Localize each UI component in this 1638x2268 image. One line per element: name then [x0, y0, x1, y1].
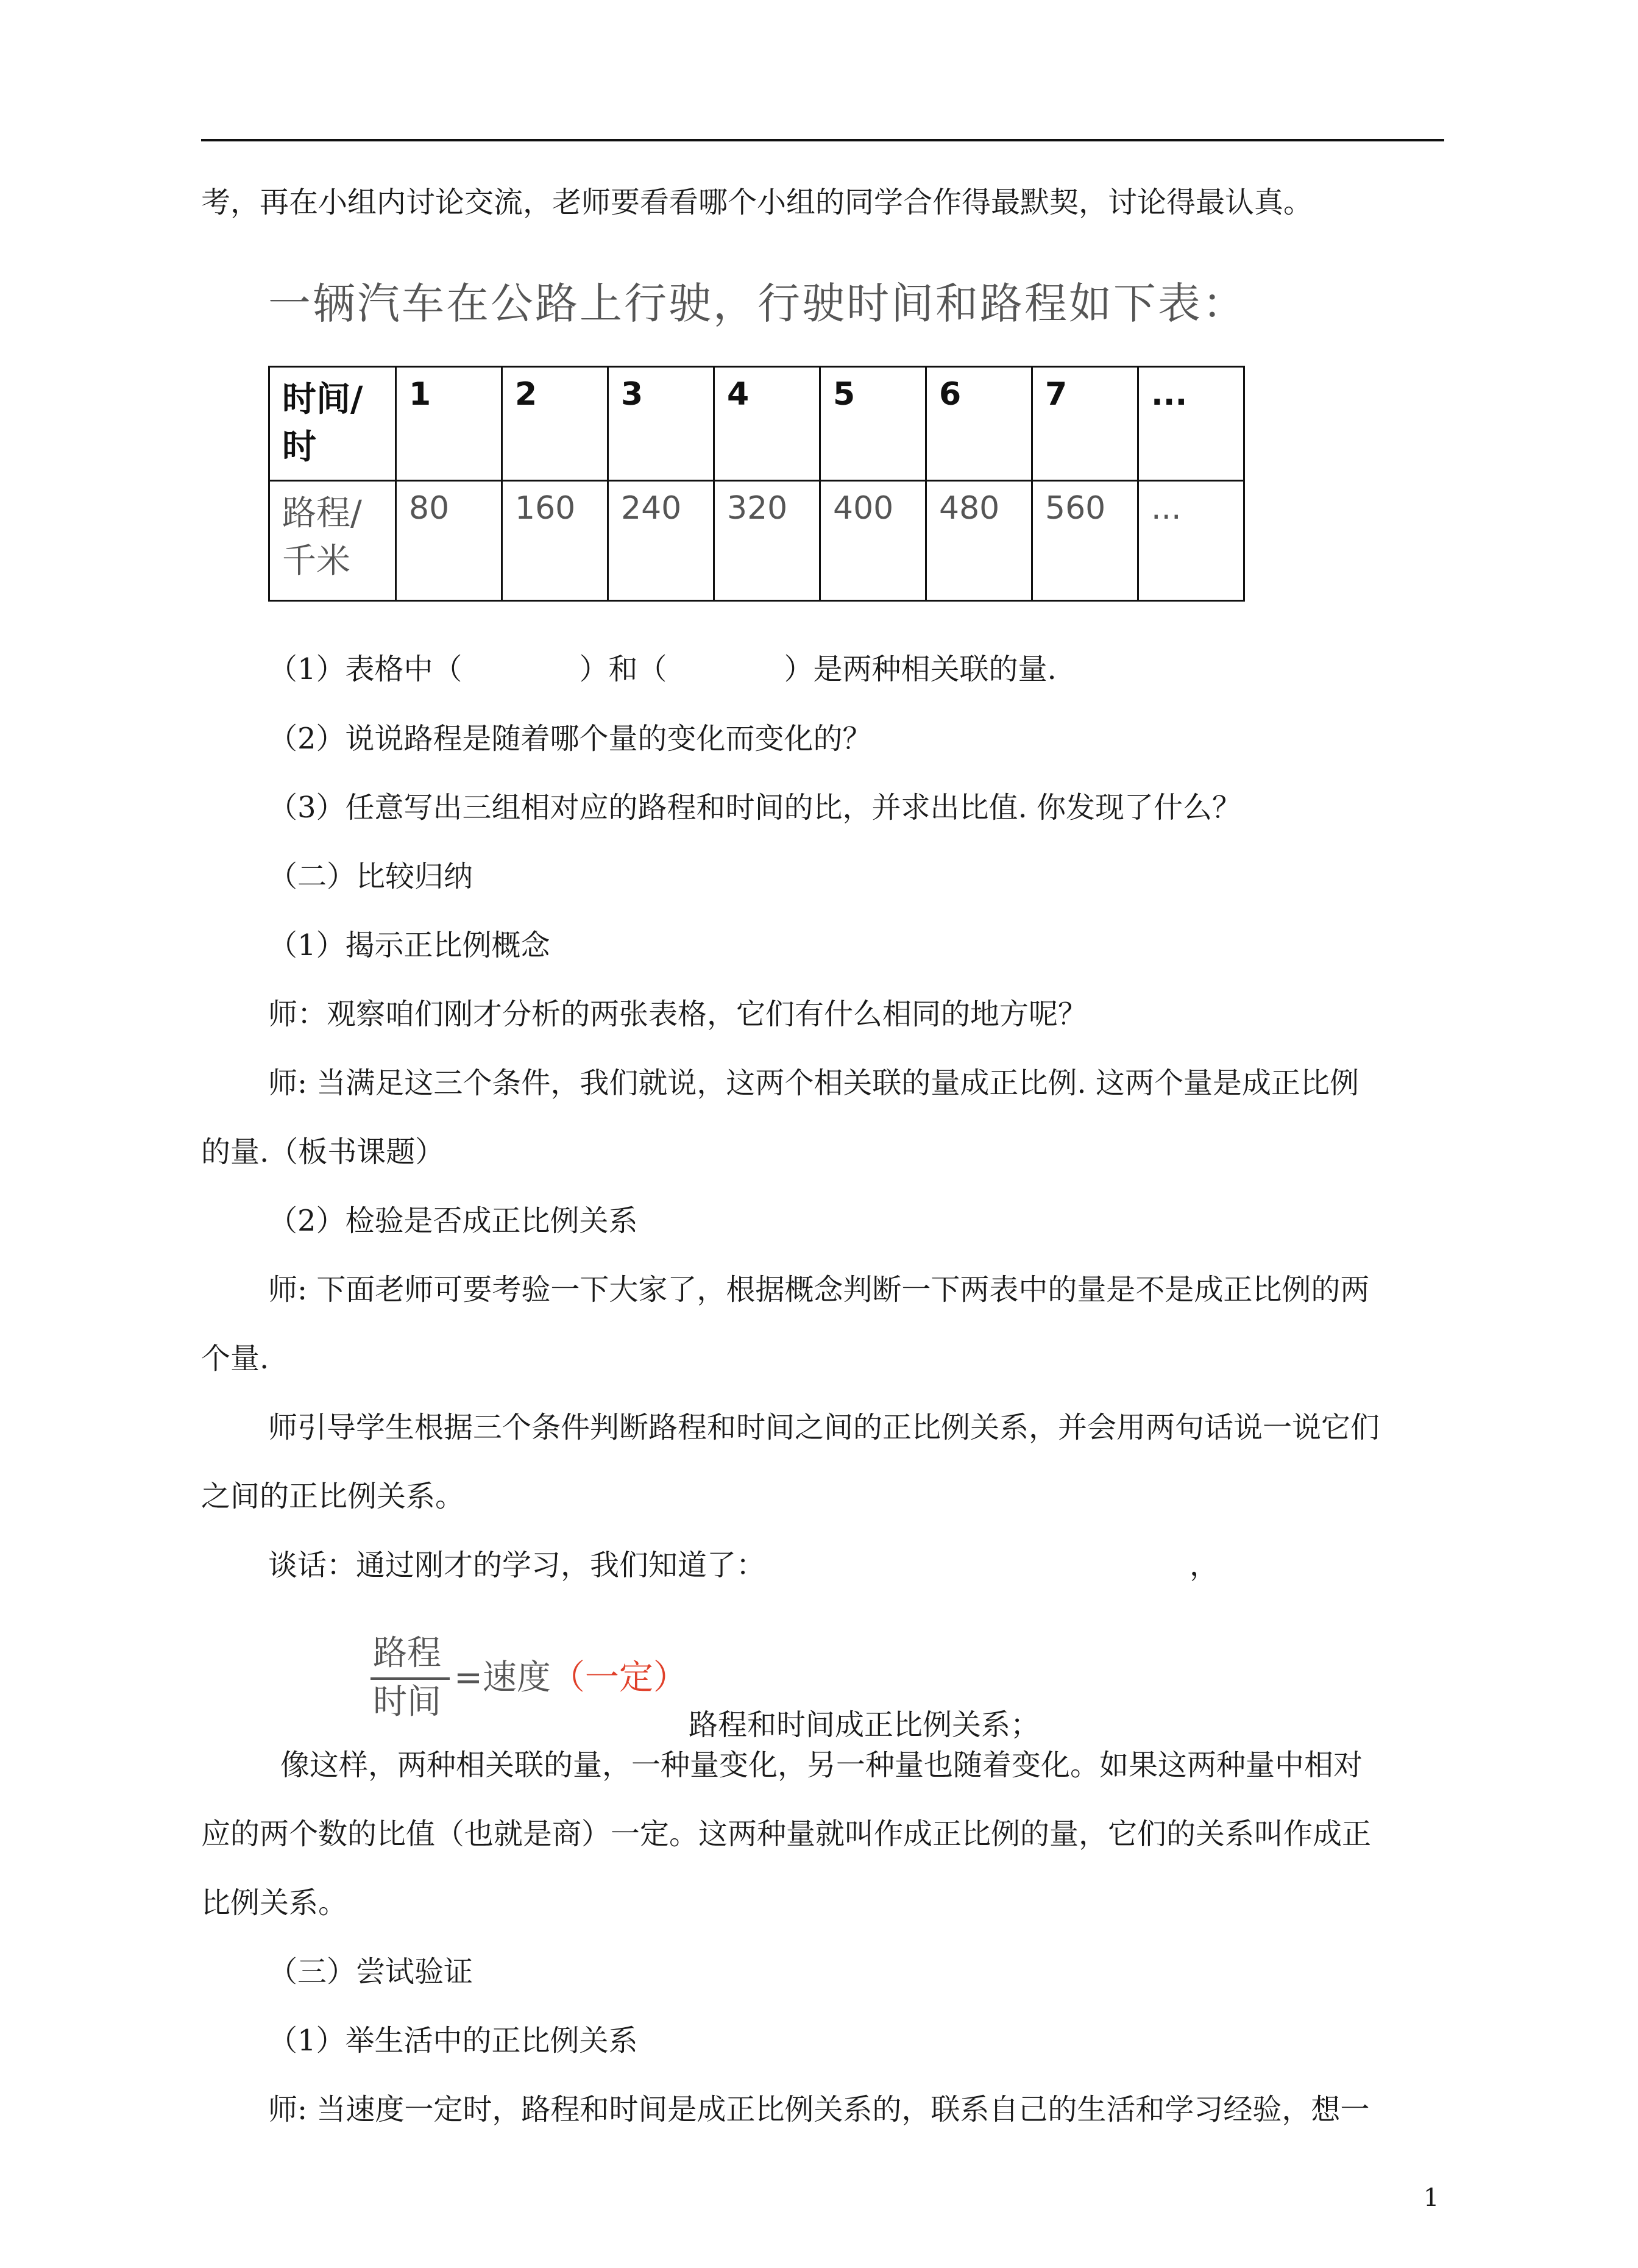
- paragraph-line: 应的两个数的比值（也就是商）一定。这两种量就叫作成正比例的量，它们的关系叫作成正: [201, 1817, 1372, 1851]
- formula-conclusion: 路程和时间成正比例关系；: [689, 1708, 1040, 1742]
- paragraph-line: 师：观察咱们刚才分析的两张表格，它们有什么相同的地方呢？: [268, 997, 1088, 1031]
- paragraph-line: 比例关系。: [201, 1886, 348, 1920]
- header-rule: [201, 139, 1444, 141]
- time-label-line2: 时: [282, 427, 316, 467]
- distance-cell: 320: [714, 481, 820, 601]
- time-cell: 3: [608, 367, 714, 481]
- paragraph-line: 个量.: [201, 1342, 269, 1376]
- distance-label-line1: 路程/: [282, 494, 362, 533]
- time-cell: 4: [714, 367, 820, 481]
- distance-cell: 480: [926, 481, 1032, 601]
- page-number: 1: [1424, 2184, 1439, 2212]
- paragraph-line: 师: 当速度一定时，路程和时间是成正比例关系的，联系自己的生活和学习经验，想一: [268, 2092, 1370, 2127]
- distance-cell: 160: [502, 481, 608, 601]
- time-cell: 2: [502, 367, 608, 481]
- paragraph-line: 的量.（板书课题）: [201, 1135, 445, 1169]
- paragraph-line: 像这样，两种相关联的量，一种量变化，另一种量也随着变化。如果这两种量中相对: [280, 1748, 1363, 1782]
- question-1: （1）表格中（ ）和（ ）是两种相关联的量.: [268, 652, 1057, 686]
- distance-row: [269, 481, 1244, 601]
- distance-cell: 560: [1032, 481, 1138, 601]
- distance-cell: 240: [608, 481, 714, 601]
- subsection-heading: （1）举生活中的正比例关系: [268, 2024, 638, 2058]
- time-label-line1: 时间/: [282, 380, 363, 419]
- formula-condition: （一定）: [550, 1658, 687, 1697]
- paragraph-line: 师引导学生根据三个条件判断路程和时间之间的正比例关系，并会用两句话说一说它们: [268, 1410, 1380, 1445]
- time-distance-table: [268, 366, 1245, 602]
- question-2: （2）说说路程是随着哪个量的变化而变化的？: [268, 722, 872, 756]
- time-cell: 6: [926, 367, 1032, 481]
- section-heading: （二）比较归纳: [268, 859, 473, 894]
- paragraph-line: 之间的正比例关系。: [201, 1479, 465, 1513]
- subsection-heading: （1）揭示正比例概念: [268, 928, 550, 962]
- fraction-bar: [370, 1677, 450, 1680]
- distance-label-line2: 千米: [282, 541, 350, 581]
- speed-formula: [360, 1633, 689, 1725]
- distance-cell: 80: [396, 481, 502, 601]
- formula-denominator: 时间: [373, 1682, 441, 1722]
- problem-heading: 一辆汽车在公路上行驶，行驶时间和路程如下表：: [268, 279, 1247, 329]
- paragraph-line: 谈话：通过刚才的学习，我们知道了： ，: [268, 1548, 1219, 1582]
- paragraph-line: 师: 下面老师可要考验一下大家了，根据概念判断一下两表中的量是不是成正比例的两: [268, 1273, 1370, 1307]
- question-3: （3）任意写出三组相对应的路程和时间的比，并求出比值. 你发现了什么？: [268, 791, 1242, 825]
- time-cell: 5: [820, 367, 926, 481]
- paragraph-line: 考，再在小组内讨论交流，老师要看看哪个小组的同学合作得最默契，讨论得最认真。: [201, 185, 1313, 219]
- formula-numerator: 路程: [373, 1633, 441, 1673]
- paragraph-line: 师: 当满足这三个条件，我们就说，这两个相关联的量成正比例. 这两个量是成正比例: [268, 1066, 1359, 1100]
- distance-cell: ...: [1138, 481, 1244, 601]
- distance-cell: 400: [820, 481, 926, 601]
- time-cell: 1: [396, 367, 502, 481]
- formula-equals-speed: =速度: [454, 1658, 551, 1697]
- time-cell: 7: [1032, 367, 1138, 481]
- time-cell: ...: [1138, 367, 1244, 481]
- time-row: [269, 367, 1244, 481]
- time-label-cell: [269, 367, 396, 481]
- formula-rhs: [454, 1658, 687, 1698]
- distance-label-cell: [269, 481, 396, 601]
- subsection-heading: （2）检验是否成正比例关系: [268, 1204, 638, 1238]
- section-heading: （三）尝试验证: [268, 1955, 473, 1989]
